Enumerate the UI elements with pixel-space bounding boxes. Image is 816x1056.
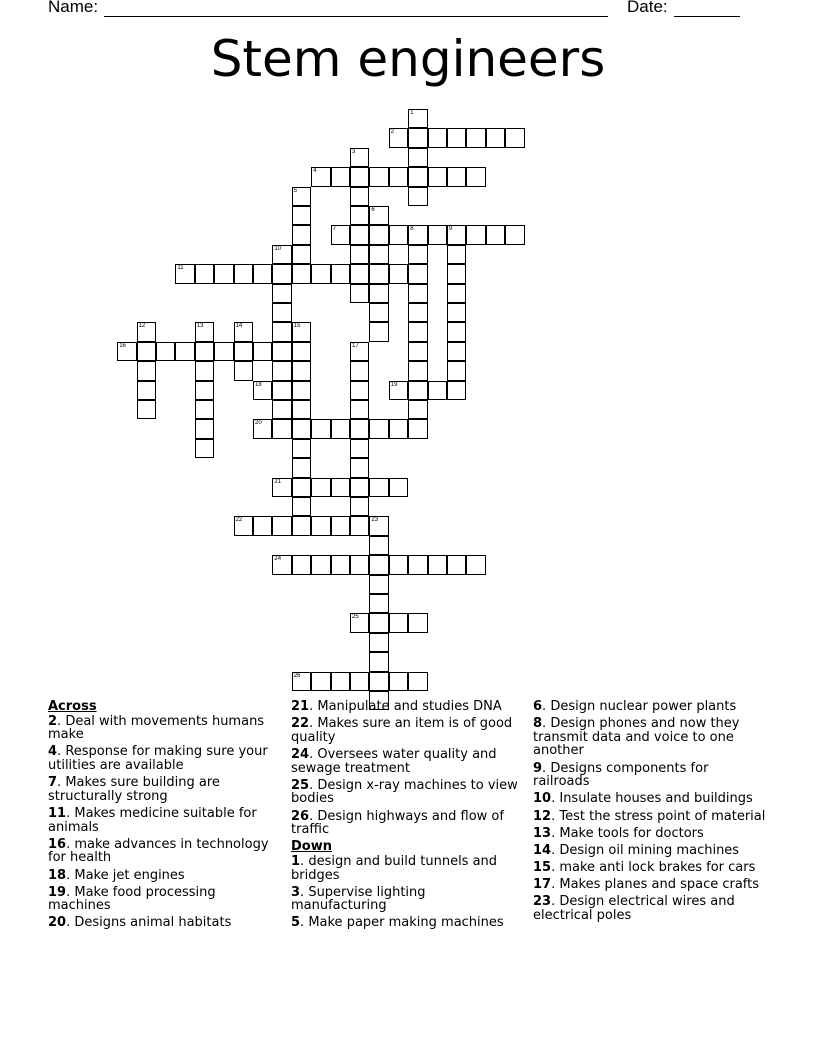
grid-cell[interactable] (195, 361, 214, 380)
grid-cell[interactable] (195, 322, 214, 341)
grid-cell[interactable] (350, 613, 369, 632)
grid-cell[interactable] (408, 128, 427, 147)
grid-cell[interactable] (350, 187, 369, 206)
clue-number: 21 (274, 478, 282, 485)
clue-item-number: 10 (533, 791, 552, 807)
grid-cell[interactable] (350, 167, 369, 186)
grid-cell[interactable] (466, 555, 485, 574)
grid-cell[interactable] (389, 419, 408, 438)
clue-item: 11. Makes medicine suitable for animals (48, 805, 257, 835)
grid-cell[interactable] (234, 342, 253, 361)
clue-item-number: 26 (291, 808, 310, 824)
clue-item: 17. Makes planes and space crafts (533, 877, 760, 893)
grid-cell[interactable] (311, 555, 330, 574)
grid-cell[interactable] (331, 516, 350, 535)
grid-cell[interactable] (350, 516, 369, 535)
clue-item-text: make anti lock brakes for cars (559, 860, 756, 876)
grid-cell[interactable] (369, 594, 388, 613)
grid-cell[interactable] (234, 264, 253, 283)
clue-item: 21. Manipulate and studies DNA (291, 699, 502, 714)
clue-number: 22 (235, 517, 243, 524)
grid-cell[interactable] (369, 478, 388, 497)
grid-cell[interactable] (447, 264, 466, 283)
grid-cell[interactable] (292, 361, 311, 380)
grid-cell[interactable] (369, 652, 388, 671)
grid-cell[interactable] (408, 419, 427, 438)
clue-item-number: 12 (533, 808, 552, 824)
grid-cell[interactable] (408, 381, 427, 400)
clue-item-text: Makes planes and space crafts (559, 877, 760, 893)
grid-cell[interactable] (350, 206, 369, 225)
grid-cell[interactable] (331, 555, 350, 574)
clue-column-1 (48, 700, 273, 934)
clue-item-number: 11 (48, 805, 67, 821)
clue-item-text: Design x-ray machines to view bodies (291, 777, 518, 807)
grid-cell[interactable] (137, 361, 156, 380)
clue-item: 14. Design oil mining machines (533, 842, 740, 858)
grid-cell[interactable] (253, 516, 272, 535)
grid-cell[interactable] (408, 672, 427, 691)
grid-cell[interactable] (253, 264, 272, 283)
clue-number: 23 (371, 517, 379, 524)
grid-cell[interactable] (292, 555, 311, 574)
grid-cell[interactable] (292, 478, 311, 497)
clue-item-text: Supervise lighting manufacturing (291, 884, 426, 914)
clue-item-number: 21 (291, 699, 310, 714)
clue-item-number: 3 (291, 884, 301, 900)
clue-item-text: Makes medicine suitable for animals (48, 805, 257, 835)
grid-cell[interactable] (369, 167, 388, 186)
clue-item-text: Test the stress point of material (559, 808, 766, 824)
clue-item-text: Make tools for doctors (559, 825, 704, 841)
grid-cell[interactable] (350, 439, 369, 458)
grid-cell[interactable] (408, 167, 427, 186)
clue-item: 3. Supervise lighting manufacturing (291, 884, 426, 914)
clue-number: 9 (449, 226, 453, 233)
clue-item-number: 13 (533, 825, 552, 841)
grid-cell[interactable] (272, 245, 291, 264)
clue-item-number: 18 (48, 867, 67, 883)
grid-cell[interactable] (272, 381, 291, 400)
clue-item: 12. Test the stress point of material (533, 808, 766, 824)
grid-cell[interactable] (428, 128, 447, 147)
grid-cell[interactable] (447, 128, 466, 147)
grid-cell[interactable] (292, 245, 311, 264)
grid-cell[interactable] (408, 303, 427, 322)
clue-item: 2. Deal with movements humans make (48, 713, 265, 743)
clue-item-text: Deal with movements humans make (48, 713, 265, 743)
grid-cell[interactable] (408, 148, 427, 167)
clue-item-number: 6 (533, 699, 543, 714)
clue-item: 18. Make jet engines (48, 867, 185, 883)
clue-item-number: 22 (291, 716, 310, 732)
clue-item: 4. Response for making sure your utilities are available (48, 744, 268, 773)
grid-cell[interactable] (369, 245, 388, 264)
clue-item: 19. Make food processing machines (48, 884, 216, 914)
grid-cell[interactable] (369, 419, 388, 438)
grid-cell[interactable] (389, 381, 408, 400)
grid-cell[interactable] (214, 342, 233, 361)
grid-cell[interactable] (331, 672, 350, 691)
clue-item-number: 24 (291, 746, 310, 762)
clue-number: 13 (196, 323, 204, 330)
grid-cell[interactable] (292, 264, 311, 283)
grid-cell[interactable] (389, 555, 408, 574)
clue-number: 26 (293, 672, 301, 679)
grid-cell[interactable] (369, 613, 388, 632)
clue-number: 2 (390, 129, 395, 136)
clue-number: 17 (352, 342, 359, 349)
grid-cell[interactable] (311, 672, 330, 691)
grid-cell[interactable] (350, 419, 369, 438)
clue-item: 10. Insulate houses and buildings (533, 791, 753, 807)
clue-item-text: Design oil mining machines (559, 842, 740, 858)
clue-item: 7. Makes sure building are structurally strong (48, 775, 220, 804)
clue-item-text: Design phones and now they transmit data and voice to one another (533, 716, 740, 759)
clue-number: 19 (390, 381, 398, 388)
grid-cell[interactable] (369, 322, 388, 341)
grid-cell[interactable] (369, 575, 388, 594)
grid-cell[interactable] (408, 613, 427, 632)
clue-item-text: Make paper making machines (308, 915, 504, 931)
clue-item-number: 14 (533, 842, 552, 858)
grid-cell[interactable] (311, 419, 330, 438)
clue-column-3 (533, 700, 768, 926)
grid-cell[interactable] (234, 361, 253, 380)
grid-cell[interactable] (292, 400, 311, 419)
grid-cell[interactable] (389, 128, 408, 147)
grid-cell[interactable] (350, 225, 369, 244)
grid-cell[interactable] (350, 458, 369, 477)
clue-item-number: 20 (48, 915, 67, 931)
grid-cell[interactable] (408, 400, 427, 419)
clue-number: 18 (255, 381, 262, 388)
clue-number: 15 (293, 323, 301, 330)
clue-number: 3 (352, 148, 356, 155)
grid-cell[interactable] (195, 400, 214, 419)
clue-item: 24. Oversees water quality and sewage treatment (291, 746, 497, 776)
clue-item: 13. Make tools for doctors (533, 825, 704, 841)
grid-cell[interactable] (466, 128, 485, 147)
clue-item-text: Insulate houses and buildings (559, 791, 753, 807)
grid-cell[interactable] (389, 478, 408, 497)
grid-cell[interactable] (369, 633, 388, 652)
grid-cell[interactable] (466, 225, 485, 244)
grid-cell[interactable] (447, 381, 466, 400)
grid-cell[interactable] (350, 400, 369, 419)
clue-item-text: Oversees water quality and sewage treatment (291, 746, 497, 776)
clue-item-text: Make food processing machines (48, 884, 216, 914)
grid-cell[interactable] (447, 245, 466, 264)
grid-cell[interactable] (486, 225, 505, 244)
clue-item: 8. Design phones and now they transmit data and voice to one another (533, 716, 740, 759)
clue-item-number: 17 (533, 877, 552, 893)
clue-item: 25. Design x-ray machines to view bodies (291, 777, 518, 807)
grid-cell[interactable] (486, 128, 505, 147)
name-label: Name: (48, 0, 99, 16)
grid-cell[interactable] (292, 497, 311, 516)
grid-cell[interactable] (311, 264, 330, 283)
clue-item-number: 2 (48, 713, 58, 729)
grid-cell[interactable] (292, 342, 311, 361)
clue-item: 26. Design highways and flow of traffic (291, 808, 504, 838)
clue-column-2 (291, 700, 521, 934)
grid-cell[interactable] (408, 187, 427, 206)
grid-cell[interactable] (195, 342, 214, 361)
grid-cell[interactable] (311, 516, 330, 535)
grid-cell[interactable] (272, 516, 291, 535)
clue-item-text: Design highways and flow of traffic (291, 808, 504, 838)
clue-heading: Across (48, 699, 97, 714)
grid-cell[interactable] (292, 419, 311, 438)
grid-cell[interactable] (350, 245, 369, 264)
clue-number: 11 (177, 265, 184, 272)
grid-cell[interactable] (292, 187, 311, 206)
clue-item-text: Designs components for railroads (533, 760, 709, 790)
grid-cell[interactable] (350, 148, 369, 167)
grid-cell[interactable] (389, 613, 408, 632)
grid-cell[interactable] (214, 264, 233, 283)
clue-item-text: Manipulate and studies DNA (317, 699, 502, 714)
grid-cell[interactable] (350, 361, 369, 380)
clue-item: 1. design and build tunnels and bridges (291, 853, 498, 883)
grid-cell[interactable] (156, 342, 175, 361)
grid-cell[interactable] (447, 342, 466, 361)
clue-item-text: Makes sure an item is of good quality (291, 716, 513, 745)
grid-cell[interactable] (408, 555, 427, 574)
clue-number: 5 (293, 187, 298, 194)
grid-cell[interactable] (137, 342, 156, 361)
grid-cell[interactable] (389, 225, 408, 244)
grid-cell[interactable] (408, 342, 427, 361)
grid-cell[interactable] (253, 342, 272, 361)
grid-cell[interactable] (137, 400, 156, 419)
grid-cell[interactable] (350, 672, 369, 691)
grid-cell[interactable] (331, 264, 350, 283)
clue-heading: Down (291, 839, 332, 855)
grid-cell[interactable] (369, 303, 388, 322)
page-title: Stem engineers (210, 30, 606, 88)
clue-item-number: 15 (533, 860, 552, 876)
grid-cell[interactable] (137, 381, 156, 400)
grid-cell[interactable] (447, 284, 466, 303)
grid-cell[interactable] (272, 400, 291, 419)
grid-cell[interactable] (369, 516, 388, 535)
grid-cell[interactable] (369, 225, 388, 244)
grid-cell[interactable] (350, 478, 369, 497)
grid-cell[interactable] (331, 167, 350, 186)
grid-cell[interactable] (428, 555, 447, 574)
grid-cell[interactable] (369, 555, 388, 574)
clue-item-number: 7 (48, 775, 58, 791)
clue-number: 4 (313, 168, 317, 175)
grid-cell[interactable] (389, 672, 408, 691)
clue-item-text: Design nuclear power plants (550, 699, 737, 714)
grid-cell[interactable] (292, 322, 311, 341)
grid-cell[interactable] (369, 536, 388, 555)
clue-item-number: 8 (533, 716, 543, 732)
clue-item-number: 4 (48, 744, 58, 760)
clue-number: 24 (274, 556, 282, 563)
clue-item-text: Response for making sure your utilities are available (48, 744, 268, 773)
grid-cell[interactable] (234, 516, 253, 535)
grid-cell[interactable] (292, 516, 311, 535)
grid-cell[interactable] (408, 284, 427, 303)
clue-number: 1 (410, 110, 414, 116)
grid-cell[interactable] (350, 264, 369, 283)
clue-number: 16 (119, 342, 126, 349)
clue-item: 23. Design electrical wires and electrical poles (533, 894, 735, 924)
grid-cell[interactable] (253, 419, 272, 438)
grid-cell[interactable] (234, 322, 253, 341)
grid-cell[interactable] (272, 478, 291, 497)
clue-number: 12 (138, 323, 146, 330)
grid-cell[interactable] (350, 342, 369, 361)
grid-cell[interactable] (369, 206, 388, 225)
clue-item-text: Makes sure building are structurally strong (48, 775, 220, 804)
grid-cell[interactable] (331, 478, 350, 497)
grid-cell[interactable] (272, 419, 291, 438)
grid-cell[interactable] (369, 672, 388, 691)
clue-item-number: 19 (48, 884, 67, 900)
clue-item-number: 16 (48, 836, 67, 852)
clue-item-number: 25 (291, 777, 310, 793)
grid-cell[interactable] (272, 303, 291, 322)
clue-item: 9. Designs components for railroads (533, 760, 709, 790)
grid-cell[interactable] (350, 284, 369, 303)
grid-cell[interactable] (195, 439, 214, 458)
grid-cell[interactable] (408, 322, 427, 341)
grid-cell[interactable] (292, 439, 311, 458)
grid-cell[interactable] (408, 109, 427, 128)
grid-cell[interactable] (272, 361, 291, 380)
grid-cell[interactable] (272, 264, 291, 283)
grid-cell[interactable] (331, 419, 350, 438)
grid-cell[interactable] (350, 555, 369, 574)
grid-cell[interactable] (447, 322, 466, 341)
grid-cell[interactable] (350, 381, 369, 400)
clue-item-number: 5 (291, 915, 301, 931)
grid-cell[interactable] (272, 322, 291, 341)
clue-number: 10 (274, 245, 282, 252)
grid-cell[interactable] (369, 264, 388, 283)
grid-cell[interactable] (292, 672, 311, 691)
grid-cell[interactable] (466, 167, 485, 186)
clue-item-number: 1 (291, 853, 301, 869)
grid-cell[interactable] (428, 225, 447, 244)
grid-cell[interactable] (369, 284, 388, 303)
clue-item: 20. Designs animal habitats (48, 915, 232, 931)
grid-cell[interactable] (195, 381, 214, 400)
grid-cell[interactable] (389, 167, 408, 186)
clue-number: 14 (235, 323, 243, 330)
clue-item-text: Designs animal habitats (74, 915, 232, 931)
grid-cell[interactable] (272, 555, 291, 574)
clue-item: 15. make anti lock brakes for cars (533, 860, 756, 876)
grid-cell[interactable] (117, 342, 136, 361)
grid-cell[interactable] (447, 361, 466, 380)
grid-cell[interactable] (272, 284, 291, 303)
clue-item-text: Design electrical wires and electrical poles (533, 894, 735, 924)
grid-cell[interactable] (505, 128, 524, 147)
clue-number: 8 (410, 226, 414, 233)
grid-cell[interactable] (350, 497, 369, 516)
grid-cell[interactable] (311, 167, 330, 186)
clue-item-number: 23 (533, 894, 552, 910)
grid-cell[interactable] (137, 322, 156, 341)
grid-cell[interactable] (408, 361, 427, 380)
clue-number: 7 (332, 226, 336, 233)
grid-cell[interactable] (408, 264, 427, 283)
clue-item-text: make advances in technology for health (48, 836, 269, 866)
grid-cell[interactable] (272, 342, 291, 361)
clue-item: 16. make advances in technology for health (48, 836, 269, 866)
grid-cell[interactable] (195, 419, 214, 438)
grid-cell[interactable] (447, 167, 466, 186)
grid-cell[interactable] (292, 206, 311, 225)
grid-cell[interactable] (408, 245, 427, 264)
grid-cell[interactable] (175, 342, 194, 361)
grid-cell[interactable] (311, 478, 330, 497)
grid-cell[interactable] (292, 458, 311, 477)
clue-item: 5. Make paper making machines (291, 915, 504, 931)
grid-cell[interactable] (253, 381, 272, 400)
clue-number: 6 (371, 207, 375, 213)
clue-item-number: 9 (533, 760, 543, 776)
grid-cell[interactable] (292, 381, 311, 400)
date-label: Date: (627, 0, 668, 16)
grid-cell[interactable] (505, 225, 524, 244)
clue-item-text: design and build tunnels and bridges (291, 853, 498, 883)
clue-number: 20 (255, 420, 262, 427)
grid-cell[interactable] (292, 225, 311, 244)
grid-cell[interactable] (175, 264, 194, 283)
grid-cell[interactable] (447, 555, 466, 574)
grid-cell[interactable] (408, 225, 427, 244)
grid-cell[interactable] (428, 167, 447, 186)
grid-cell[interactable] (389, 264, 408, 283)
grid-cell[interactable] (447, 303, 466, 322)
grid-cell[interactable] (447, 225, 466, 244)
grid-cell[interactable] (195, 264, 214, 283)
grid-cell[interactable] (331, 225, 350, 244)
grid-cell[interactable] (428, 381, 447, 400)
clue-item: 6. Design nuclear power plants (533, 699, 737, 714)
clue-item: 22. Makes sure an item is of good quality (291, 716, 513, 745)
clue-item-text: Make jet engines (74, 867, 185, 883)
clue-number: 25 (352, 614, 359, 621)
